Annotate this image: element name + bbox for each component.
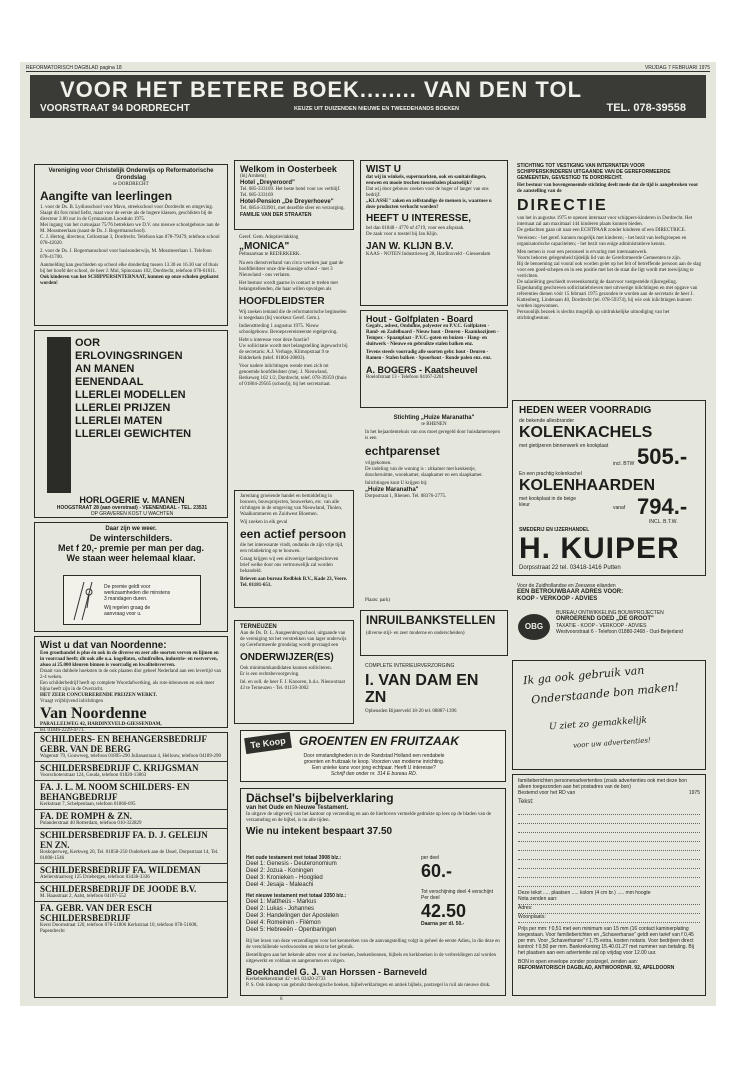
winter-note3: 3 mandagen duren. (104, 596, 148, 602)
wistu-p5: De zaak voor u toestel bij Jan Klijn. (366, 232, 438, 237)
degroot-l2: KOOP - VERKOOP - ADVIES (517, 596, 598, 602)
hoofdleidster-p4: Indiensttreding 1 augustus 1975. Nieuw schoolgebouw. Beroepsvereisteerste regelgeving. (239, 324, 338, 335)
jewelry-line: LLERLEI MATEN (75, 415, 163, 427)
schilders-list (34, 732, 228, 998)
actief-persoon-ad (234, 490, 354, 608)
dachsel-d3: Deel 3: Kronieken - Hooglied (246, 875, 323, 881)
page-header-date: VRIJDAG 7 FEBRUARI 1975 (644, 65, 710, 71)
kuiper-k2-info: met kookplaat in de beige kleur (519, 496, 576, 508)
handwritten-l2: Onderstaande bon maken! (530, 680, 680, 707)
wistu-p1: dat wij in winkels, supermarkten, ook en sanitairdingen, eeuwen en mooie trochen tussenbalen plaatselijk? (366, 175, 487, 186)
schilder-entry (35, 809, 227, 828)
painter-ladder-icon (68, 580, 98, 622)
winter-note4: Wij regelen graag de (104, 605, 151, 611)
groenten-ad (240, 730, 506, 782)
bon-woonplaats[interactable]: Woonplaats: (518, 914, 700, 923)
dachsel-prices (421, 855, 501, 927)
dachsel-d4: Deel 4: Jesaja - Maleachi (246, 882, 314, 888)
winter-painters-ad (34, 522, 228, 632)
groenten-l4: Schrijf dan onder nr. 314 E bureau RD. (330, 771, 418, 777)
maranatha-heading: echtparenset (365, 444, 440, 458)
terneuzen-p2: Ook minimumkandidaten kunnen solliciteren. (240, 666, 332, 671)
degroot-logo: OBG (518, 614, 550, 640)
degroot-top: Voor de Zuidhollandse en Zeeuwse eilanden (517, 583, 616, 589)
banner-phone: TEL. 078-39558 (606, 102, 686, 114)
maranatha-ad (360, 412, 508, 538)
schilder-entry (35, 780, 227, 809)
big-v-letter (47, 337, 71, 493)
bon-text-line[interactable] (518, 869, 700, 878)
stichting-ad (512, 160, 706, 396)
stichting-title: STICHTING TOT VESTIGING VAN INTERNATEN VOOR SCHIPPERSKINDEREN UITGAANDE VAN DE GEREFORMEERDE GEMEENTEN, GEVESTIGD TE DORDRECHT. (517, 163, 671, 181)
dachsel-totvers: Tot verschijning deel 4 verschijnt (421, 889, 493, 895)
schilder-entry (35, 828, 227, 863)
actief-p5: Brieven aan bureau Redblok B.V., Kade 23, Veere. Tel. 01181-651. (240, 577, 348, 588)
schilder-name: SCHILDERSBEDRIJF FA. WILDEMAN (40, 865, 201, 875)
kuiper-price1: 505.- (637, 444, 688, 469)
kuiper-k2: KOLENHAARDEN (519, 477, 655, 494)
groenten-l3: Een unieke kans voor jong echtpaar. Heeft U interesse? (312, 765, 436, 771)
noordenne-heading: Wist u dat van Noordenne: (40, 640, 167, 651)
oosterbeek-hotel1-info: Tel. 085-333169. Het beste hotel voor uw verblijf. Tel. 085-333169 (240, 187, 341, 198)
groenten-l1: Door omstandigheden is in de Randstad Holland een rendabele (303, 753, 445, 759)
schilder-name: SCHILDERSBEDRIJF DE JOODE B.V. (40, 884, 197, 894)
jewelry-shop: HORLOGERIE v. MANEN (79, 495, 185, 505)
bon-text-line[interactable] (518, 815, 700, 824)
stichting-p5: Men nemen is voor een personeel is ervaring met internaatswerk. (517, 250, 648, 255)
bon-text-line[interactable] (518, 824, 700, 833)
bon-text-line[interactable] (518, 851, 700, 860)
jewelry-footer (35, 495, 229, 517)
bon-intro2: alleen toegezonden aan het postadres van de bon) (518, 784, 631, 790)
terneuzen-heading: ONDERWIJZER(ES) (240, 652, 334, 663)
dachsel-d1: Deel 1: Genesis - Deuteronomium (246, 861, 337, 867)
bon-intro3: Bestemd voor het RD van (518, 790, 576, 796)
bon-text-line[interactable] (518, 878, 700, 887)
hout-p2: Tevens steeds voorradig alle soorten gebr. hout - Deuren - Ramen - Stalen balken - Spoorhout - Ronde palen enz. enz. (366, 350, 492, 361)
vereniging-p4: 2. voor de Ds. J. Bogermanschool voor basisonderwijs, M. Mossmeerlaan 1. Telefoon 078-41700. (40, 249, 212, 260)
schilder-entry (35, 733, 227, 761)
vereniging-title: Vereniging voor Christelijk Onderwijs op Reformatorische Grondslag (48, 168, 214, 181)
terneuzen-ad (234, 620, 354, 724)
dachsel-n1: Deel 1: Mattheüs - Markus (246, 899, 317, 905)
jewelry-line: LLERLEI GEWICHTEN (75, 428, 192, 440)
hoofdleidster-p2: Het bestuur wordt gaarne in contact te treden met belangstellenden, die haar willen opvolgen als (239, 281, 338, 292)
oosterbeek-sub: (bij Arnhem) (240, 174, 266, 179)
plaats-note: Plaats: park) (365, 598, 391, 603)
bon-regels: Deze tekst ..... plaatsen ..... kolom (4 cm br.) ..... mm hoogte (518, 890, 651, 896)
vereniging-heading: Aangifte van leerlingen (40, 189, 173, 203)
dachsel-daarna: Daarna per dl. 50.- (421, 921, 465, 927)
dachsel-footer (246, 939, 502, 989)
schilder-name: FA. J. L. M. NOOM SCHILDERS- EN BEHANGBEDRIJF (40, 782, 190, 802)
stichting-p3: De gedachten gaan uit naar een ECHTPAAR zonder kinderen of een DIRECTRICE. (517, 228, 686, 233)
bon-tekst-lines[interactable] (518, 806, 700, 887)
dachsel-addr: Kerkeboekenstraat 42 - tel. 03420-2733 (246, 977, 326, 982)
inruil-sub: (diverse stijl- en zeer moderne en onderscheiden) (366, 631, 465, 636)
maranatha-addr: Dorpsstraat 1, Rhenen. Tel. 08376-2775. (365, 494, 447, 499)
kuiper-price2: 794.- (637, 494, 688, 519)
winter-line1: Daar zijn we weer. (105, 526, 157, 532)
dachsel-perdeel: per deel (421, 855, 440, 861)
banner-title: VOOR HET BETERE BOEK........ VAN DEN TOL (60, 77, 583, 102)
maranatha-name: „Huize Maranatha" (365, 487, 419, 493)
noordenne-addr: PARALLELWEG 42, HARDINXVELD-GIESSENDAM, (40, 722, 162, 727)
noordenne-b1: Een groothandel is plus én ook in de diverse en zeer alle soorten verven en lijmen en in voorraad heeft; dit ook alle u.a. kogellatex, schuifrollen, industrie- en rostverven, alsoo ai 25.000 kleuren binnen is voorradig en kwaliteitsverven. (40, 651, 219, 668)
kuiper-top: HEDEN WEER VOORRADIG (519, 405, 652, 416)
noordenne-name: Van Noordenne (40, 705, 147, 722)
newspaper-page (20, 62, 716, 1006)
noordenne-b2: Draait van dubbele hoeksten in de ook plaaten dior geheel Nederland aan een levertijd van 2-4 weken. (40, 669, 222, 680)
hout-title: Hout - Golfplaten - Board (366, 314, 473, 324)
wistu-company: JAN W. KLIJN B.V. (366, 241, 454, 252)
wistu-p4: bel dan 01848 - 4770 of 4719, voor een afspraak. (366, 226, 465, 231)
schilder-addr: Polanderstraat 40 Rotterdam, telefoon 010-322829 (40, 821, 142, 826)
handwritten-note (512, 660, 706, 770)
winter-note1: De premie geldt voor (104, 584, 151, 590)
inruil-ad (360, 610, 508, 656)
wistu-p2: Dat wij door gebouw zoeken voor de hoger of langer van ons bedrijf. (366, 187, 489, 198)
dachsel-sub: van het Oude en Nieuwe Testament. (246, 805, 349, 811)
actief-intro: Jarenlang groeiende handel en bemiddeling in bouwen, bouwprojecten, bouwerken, etc. van alle richtingen in de omgeving van Nieuwland, Tholen, Waalkommeren en Zuidwest Bloemen. (240, 494, 343, 517)
vereniging-p5: Aanmelding kan geschieden op school elke donderdag tussen 13.30 en 16.30 uur of thuis bij het hoofd der school, de heer J. Mul, Spinozaan 102, Dordrecht, telefoon 078-61611. (40, 263, 219, 274)
vereniging-ad (34, 164, 228, 326)
handwritten-l4: voor uw advertenties! (572, 736, 651, 750)
dachsel-note: P. S. Ook inkoop van gebruikt theologische boeken, bijbelverklaringen en antiek bijbels, postzegel in ruil als nieuwe druk. (246, 983, 491, 988)
dachsel-n5: Deel 5: Hebreeën - Openbaringen (246, 927, 337, 933)
banner-tagline: KEUZE UIT DUIZENDEN NIEUWE EN TWEEDEHANDS BOEKEN (294, 106, 460, 112)
maranatha-p4: Inlichtingen kunt U krijgen bij: (365, 481, 428, 486)
bookshop-banner (30, 75, 706, 118)
terneuzen-title: TERNEUZEN (240, 624, 277, 630)
winter-note (104, 584, 200, 617)
terneuzen-p1: Aan de Ds. D. L. Aangeenbrugschool, uitgaande van de vereniging tot het verstrekken van lager onderwijs op Gereformeerde grondslag wordt gevraagd een (240, 631, 347, 648)
maranatha-title: Stichting „Huize Maranatha" (393, 415, 475, 421)
tekoop-badge: Te Koop (244, 732, 292, 754)
jewelry-address: HOOGSTRAAT 28 (aan overstraat) - VEENENDAAL - TEL. 23531 (56, 505, 208, 511)
dachsel-price2: 42.50 (421, 901, 467, 921)
bon-year: 1975 (688, 790, 700, 796)
hout-company: A. BOGERS - Kaatsheuvel (366, 365, 478, 375)
dachsel-nt: Het nieuwe testament met totaal 3350 blz.: (246, 893, 347, 899)
kuiper-name: H. KUIPER (519, 532, 680, 565)
jewelry-lines (75, 337, 225, 441)
hout-ad (360, 310, 508, 408)
dachsel-d2: Deel 2: Jozua - Koningen (246, 868, 314, 874)
dachsel-volumes (246, 855, 406, 934)
winter-line3: Met f 20,- premie per man per dag. (57, 543, 205, 553)
hout-p1: Gegalv., asbest, Onduline, polyester en P.V.C. Golfplaten - Rand- en Zadelboard - Nieuw hout - Deuren - Raamkozijnen - Tempex - Spaanplaat - P.V.C.-goten en buizen - Hang- en sluitwerk - Nieuwe en gebruikte stalen balken enz. (366, 324, 499, 347)
dachsel-ot: Het oude testament met totaal 3908 blz.: (246, 855, 342, 861)
maranatha-p2: vrijgekomen. (365, 461, 392, 466)
kuiper-btw2: INCL. B.T.W. (649, 519, 678, 525)
terneuzen-p4: Inl. en soll. de heer F. J. Knooren, h.d.s. Nieuwstraat 43 te Terneuzen - Tel. 01150-3002 (240, 680, 345, 691)
kuiper-smederij: SMEDERIJ EN IJZERHANDEL (519, 527, 590, 533)
stichting-heading: DIRECTIE (517, 197, 608, 214)
schilder-name: SCHILDERS- EN BEHANGERSBEDRIJF GEBR. VAN DE BERG (40, 734, 207, 754)
degroot-l1: EEN BETROUWBAAR ADRES VOOR: (517, 589, 624, 595)
stichting-p9: Eigenhandig geschreven sollicitatiebrieven met uitvoerige inlichtingen en met opgave van referenties dienen vóór 15 februari 1975 gezonden te worden aan de secretaris de heer J. Kattenberg, Lindenaan 40, Dordrecht (tel. 078-59374), bij wie ook inlichtingen kunnen worden ingewonnen. (517, 286, 698, 309)
schilder-entry (35, 882, 227, 901)
kuiper-k1-info: met gietijzeren binnenwerk en kookplaat (519, 443, 609, 449)
degroot-l3: BUREAU ONTWIKKELING BOUWPROJECTEN (556, 610, 664, 616)
wistu-p3: „KLASSE" zaken en zelfstandige de mensen is, waarmee u deze producten verkocht worden? (366, 199, 492, 210)
kuiper-k1: KOLENKACHELS (519, 424, 653, 441)
dachsel-n2: Deel 2: Lukas - Johannes (246, 906, 315, 912)
oosterbeek-hotel1: Hotel „Dreyeroord" (240, 180, 295, 186)
dachsel-n3: Deel 3: Handelingen der Apostelen (246, 913, 339, 919)
schilder-addr: Boskoperweg, Kerkweg 20, Tel. 01858-250 Ouderkerk aan de IJssel, Dorpsstraat 14, Tel. 01808-1546 (40, 850, 219, 861)
dachsel-p2: Bij het lezen van deze verzendingen voor het kenmerken van de aanvangstelling volgt in geheel de eerste Adieu, in die deze en de verschillende werkwoorden en tekst te het gebruik. (246, 939, 500, 950)
hoofdleidster-p5: Hebt u interesse voor deze functie? (239, 338, 310, 343)
degroot-details (556, 610, 702, 635)
maranatha-p1: In het bejaardentehuis van ons moet geregeld door huisdameroepen is een (365, 430, 500, 441)
dachsel-p1: In uitgave de uitgeverij van het kantoor op verzending en aan de hierboven vermelde gedrukte op lees op de bladen van de verzameling en de bijbel, is nu alle tijden. (246, 812, 492, 823)
monica-small: Geref. Gem. Adoptievlakking (239, 235, 299, 240)
header-rule (26, 71, 710, 72)
noordenne-b3: Een schilderbedrijf heeft op complete Woordafwerking, als ruts-inbouwen en ook meer bijna heeft zijn in de Overzicht. (40, 681, 215, 692)
stichting-p1: Het bestuur van bovengenoemde stichting deelt mede dat de tijd is aangebroken voor de aanstelling van de (517, 183, 699, 194)
dachsel-ad (240, 788, 506, 996)
vandam-addr: Opheusden Bijsterveld 18-20 tel. 08887-1396 (365, 709, 457, 714)
kuiper-sub: de bekende allesbrander (519, 418, 575, 424)
jewelry-line: ERLOVINGSRINGEN (75, 350, 183, 362)
kuiper-addr: Dorpsstraat 22 tel. 03418-1416 Putten (519, 565, 621, 571)
stichting-p10: Persoonlijk bezoek is slechts mogelijk op uitdrukkelijke uitnodiging van het stichtingbestuur. (517, 310, 670, 321)
dachsel-shop: Boekhandel G. J. van Horssen - Barneveld (246, 967, 428, 977)
jewelry-line: AN MANEN (75, 363, 135, 375)
groenten-l2: groenten en fruitzaak te koop. Voorzien van moderne inrichting. (303, 759, 445, 765)
page-header-left: REFORMATORISCH DAGBLAD pagina 18 (26, 65, 122, 71)
bon-price: Prijs per mm: f 0,51 met een minimum van 15 mm (16 contact kaminerplating toegestaan. Voor familieberichten en „Schaverhanse" geldt een tarief van f 0,45 per mm. Voor „Schaverhanse" f 1,75 extra, kosten notaris. Voor bedrijven direct kontrol: f 0,50 per mm. Bankrekening 15.40.01.27 met nummer van betaling. Bij het plaatsen aan een advertentie zal op vrijdag voor 12.00 uur. (518, 926, 694, 956)
winter-line2: De winterschilders. (89, 533, 173, 543)
oosterbeek-ad (234, 160, 354, 230)
maranatha-place: te RHENEN (421, 422, 447, 427)
dachsel-n4: Deel 4: Romeinen - Filémon (246, 920, 321, 926)
vereniging-p2: Mei ingang van het cursusjaar 75/76 betrekken we D.V. ons nieuwe schoolgebouw aan de M. Mossmeerlaan (naast de Ds. J. Bogermanschool). (40, 223, 220, 234)
groenten-heading: GROENTEN EN FRUITZAAK (299, 734, 459, 748)
oosterbeek-hotel2-info: Tel. 0854-333901, met dezelfde sfeer en verzorging. (240, 206, 345, 211)
degroot-ad (512, 580, 706, 656)
actief-p2: Wij zoeken in elk geval (240, 520, 288, 525)
monica-name: „MONICA" (239, 241, 290, 252)
hoofdleidster-intro: Na een dienstverband van circa veertien jaar gaat de hoofdleidster onze drie-klassige school - met 3 Nieuwland - ons verlaten. (239, 261, 344, 278)
dachsel-perdeel2: Per deel (421, 895, 440, 901)
winter-premium-note (63, 575, 201, 625)
bon-adres[interactable]: Adres: (518, 905, 700, 914)
bon-intro1: familieberichten personenadvertenties (zoals advertenties ook met deze bon (518, 778, 687, 784)
bon-tekst-label: Tekst: (518, 799, 534, 805)
winter-note5: aanvraag voor u. (104, 611, 142, 617)
winter-note2: werkzaamheden die minstens (104, 590, 171, 596)
vereniging-p6: Ook kinderen van het SCHIPPERSINTERNAAT, kunnen op onze scholen geplaatst worden! (40, 275, 219, 286)
schilder-name: FA. GEBR. VAN DER ESCH SCHILDERSBEDRIJF (40, 903, 153, 923)
dachsel-offer: Wie nu intekent bespaart 37.50 (246, 826, 393, 837)
vandam-heading: I. VAN DAM EN ZN (365, 672, 479, 706)
actief-p3: die het interessante vindt, ondanks de zijn vrije tijd, een relatiekring op te bouwen. (240, 543, 344, 554)
stichting-p8: De salariëring geschiedt overeenkomstig de daarvoor vastgestelde rijksregeling. (517, 280, 677, 285)
stichting-p7: Bij de benoeming zal vooral ook worden gelet op het feit of betreffende persoon aan de slag voor een goed-schepen en in een positie met het de staat die ligt wordt met toewijzing te verrichten. (517, 262, 702, 279)
vereniging-place: te DORDRECHT (113, 182, 149, 187)
dachsel-p3: Bestellingen aan het bekende adres voor al uw boeken, boekenbonnen, bijbels en kerkboeken in de verbreidingen zal worden uitgewerkt en voldaan en aangenomen en volgen. (246, 953, 497, 964)
wistu-title: WIST U (366, 164, 401, 175)
groenten-body (245, 753, 503, 777)
bon-text-line[interactable] (518, 806, 700, 815)
bon-addr: REFORMATORISCH DAGBLAD, ANTWOORDNR. 92, APELDOORN (518, 965, 675, 971)
degroot-l6: Westvoorstraat 6 - Telefoon 01880-2468 - Oud-Beijerland (556, 629, 683, 635)
noordenne-tel: tel. 01846-2229-4771. (40, 728, 85, 733)
terneuzen-p3: Er is een rechtsbevoorgeving. (240, 672, 300, 677)
jewelry-line: LLERLEI PRIJZEN (75, 402, 171, 414)
schilder-addr: Voorschoterstraat 124, Gouda, telefoon 01820-13063 (40, 773, 147, 778)
stichting-p2: van het in augustus 1975 te openen internaat voor schippers-kinderen in Dordrecht. Het internaat zal aan maximaal 144 kinderen plaats kunnen bieden. (517, 216, 693, 227)
schilder-name: FA. DE ROMPH & ZN. (40, 811, 132, 821)
noordenne-vraag: Vraagt vrijblijvend inlichtingen (40, 699, 104, 704)
bon-text-line[interactable] (518, 860, 700, 869)
schilder-addr: M. Haasstraat 2, Aalst, telefoon 04107-552 (40, 894, 127, 899)
degroot-l4: ONROEREND GOED „DE GROOT" (556, 616, 654, 622)
vereniging-p3: C. J. Hertog, directeur, Cellostraat 3, Dordrecht. Telefoon kan 078-79479, telefoon school 078-42020. (40, 235, 220, 246)
actief-p4: Graag krijgen wij een uitvoerige handgeschreven brief welke door ons vertrouwelijk zal worden behandeld. (240, 557, 339, 574)
hoofdleidster-heading: HOOFDLEIDSTER (239, 296, 325, 307)
schilder-addr: Kerst Doornstraat 120, telefoon 078-51806 Kerkstraat 10, telefoon 078-51608, Papendrecht (40, 923, 198, 934)
stichting-p4: Vereisten: - het geref. kunnen mogelijk met kinderen; - het bezit van leefsgroepen en organisatorische capaciteiten; - het bezit van enige administratieve kennis. (517, 236, 687, 247)
bon-intro-row (518, 790, 700, 796)
handwritten-l1: Ik ga ook gebruik van (522, 663, 645, 688)
kuiper-vanaf: vanaf (613, 505, 626, 511)
actief-heading: een actief persoon (240, 527, 347, 541)
inruil-heading: INRUILBANKSTELLEN (366, 613, 496, 627)
vereniging-p1: 1. voor de Ds. B. Lydiusschool voor Mavo, streekschool voor Dordrecht en omgeving. Slaapt dit fors mind liefst, maat voor de eerste als de hogere klassen, geschikten bij de directeur 3.00 uur in de Gymnasium Loosduin 1975. (40, 205, 214, 222)
oosterbeek-family: FAMILIE VAN DER STRAATEN (240, 212, 312, 218)
hoofdleidster-p7: Voor nadere inlichtingen wende men zich tot genoemde hoofdleidster (mej. J. Nieuwland, Berkeweg 162 1/2, Dordrecht, telef. 078-39359 (thuis of 01804-29565 (school)), bij het secretariaat. (239, 364, 347, 387)
advertentie-bon (512, 774, 706, 996)
schilder-name: SCHILDERSBEDRIJF C. KRIJGSMAN (40, 763, 199, 773)
schilder-entry (35, 901, 227, 936)
dachsel-title: Dächsel's bijbelverklaring (246, 791, 394, 805)
stichting-p6: Voorts behoren gelegenheid tijdelijk lid van de Gereformeerde Gemeenten te zijn. (517, 256, 681, 261)
jewelry-line: LLERLEI MODELLEN (75, 389, 186, 401)
kuiper-btw1: incl. BTW (613, 461, 635, 467)
wistu-addr: KAAS - NOTEN Industrieweg 28, Hardinxveld - Giessendam (366, 252, 491, 257)
dachsel-price1: 60.- (421, 861, 453, 881)
bon-nota[interactable]: Nota zenden aan: (518, 896, 700, 905)
kuiper-ad (512, 400, 706, 576)
hoofdleidster-ad (234, 232, 354, 486)
schilder-addr: Atelierstraatweg 125 Driebergen, telefoon 03438-3336 (40, 875, 150, 880)
schilder-entry (35, 863, 227, 882)
schilder-addr: Wagenstr 79, Gouwweg, telefoon 01895-290 Julianastraat 4, Hellouw, telefoon 04189-290 (40, 754, 222, 759)
winter-line4: We staan weer helemaal klaar. (66, 553, 196, 563)
vandam-small: COMPLETE INTERIEURVERZORGING (365, 663, 455, 669)
jewelry-line: OOR (75, 337, 101, 349)
banner-address: VOORSTRAAT 94 DORDRECHT (40, 103, 190, 114)
page-footer-mark: 6 (280, 997, 283, 1002)
vandam-ad (360, 660, 508, 724)
monica-place: Pelmaartsan te REDERKERK. (239, 252, 301, 257)
wist-u-ad (360, 160, 508, 306)
jewelry-extra: OP GRAVEREN KOST U WACHTEN (90, 511, 174, 517)
bon-send: BON in open envelope zonder postzegel, zenden aan: (518, 959, 639, 965)
jewelry-line: EENENDAAL (75, 376, 144, 388)
handwritten-l3: U ziet zo gemakkelijk (548, 715, 648, 733)
kuiper-mid: En een prachtig kolenkachel (519, 471, 582, 477)
maranatha-p3: De indeling van de woning is : zitkamer met keukentje, doucheruimte, woonkamer, slaapkamer en een slaapkamer. (365, 467, 483, 478)
oosterbeek-hotel2: Hotel-Pension „De Dreyerhoeve" (240, 199, 334, 205)
schilder-addr: Kerkstraat 7, Schelpenlaan, telefoon 01860-695 (40, 802, 136, 807)
hoofdleidster-p3: Wij zoeken iemand die de reformatorische beginselen is toegedaan (bij voorkeur Geref. Gem.). (239, 310, 347, 321)
schilder-name: SCHILDERSBEDRIJF FA. D. J. GELEIJN EN ZN. (40, 830, 208, 850)
schilder-entry (35, 761, 227, 780)
bon-text-line[interactable] (518, 833, 700, 842)
wistu-heading: HEEFT U INTERESSE, (366, 213, 472, 224)
hoofdleidster-p6: Uw sollicitatie wordt met belangstelling ingewacht bij de secretaris: A.J. Verhage, Klimopstraat 9 te Ridderkerk (telef. 01804-20803). (239, 344, 348, 361)
jewelry-ad (34, 330, 228, 518)
noordenne-ad (34, 636, 228, 733)
degroot-l5: TAXATIE - KOOP - VERKOOP - ADVIES (556, 623, 647, 629)
bon-text-line[interactable] (518, 842, 700, 851)
hout-addr: Roelofstraat 13 - Telefoon 04167-2261 (366, 375, 444, 380)
oosterbeek-title: Welkom in Oosterbeek (240, 164, 337, 174)
noordenne-b4: HET ZEER CONCURRERENDE PRIJZEN WERKT. (40, 693, 157, 698)
